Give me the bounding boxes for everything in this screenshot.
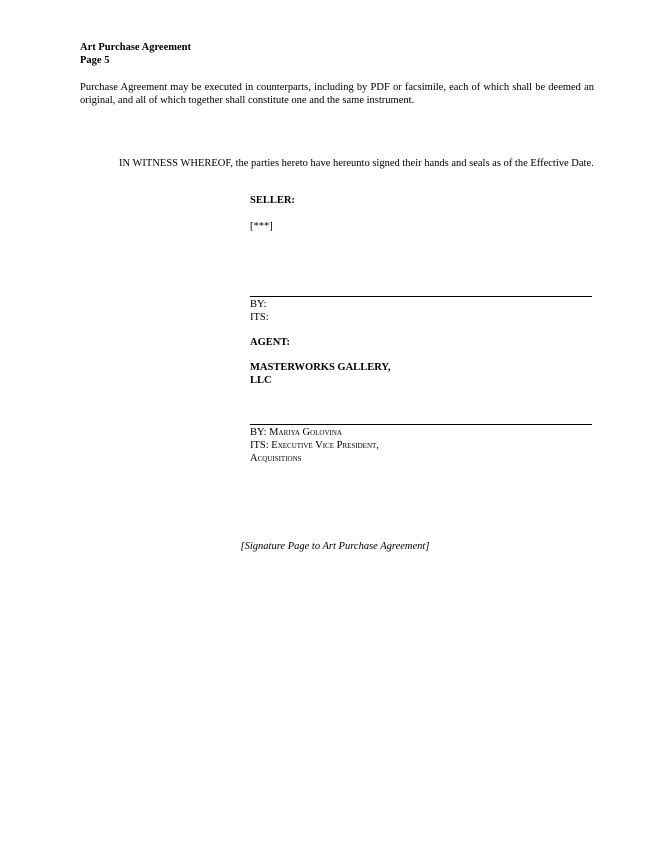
agent-its-value-line2: Acquisitions <box>250 453 302 464</box>
agent-its-value-line1: Executive Vice President, <box>271 440 379 451</box>
seller-name: [***] <box>250 221 273 232</box>
agent-name-line1: MASTERWORKS GALLERY, <box>250 362 391 373</box>
document-header <box>80 41 191 67</box>
seller-heading: SELLER: <box>250 195 295 206</box>
seller-signature-line <box>250 296 592 297</box>
agent-name-line2: LLC <box>250 375 272 386</box>
agent-its-label: ITS: <box>250 440 269 451</box>
seller-by <box>250 298 592 311</box>
agent-signature-line <box>250 424 592 425</box>
seller-signature-area <box>250 296 592 324</box>
agent-heading: AGENT: <box>250 337 291 348</box>
agent-by-label: BY: <box>250 427 267 438</box>
seller-its <box>250 311 592 324</box>
seller-its-label: ITS: <box>250 312 269 323</box>
agent-block <box>250 336 592 387</box>
agent-its <box>250 439 592 452</box>
witness-text: IN WITNESS WHEREOF, the parties hereto have hereunto signed their hands and seals as of the Effective Date. <box>119 158 594 169</box>
agent-by-value: Mariya Golovina <box>269 427 342 438</box>
counterparts-paragraph: Purchase Agreement may be executed in counterparts, including by PDF or facsimile, each of which shall be deemed an original, and all of which together shall constitute one and the same instrument. <box>80 82 594 106</box>
agent-signature-area <box>250 424 592 465</box>
document-title: Art Purchase Agreement <box>80 42 191 53</box>
seller-by-label: BY: <box>250 299 267 310</box>
seller-block <box>250 194 592 233</box>
agent-by <box>250 426 592 439</box>
page-number: Page 5 <box>80 55 110 66</box>
witness-paragraph <box>80 157 594 170</box>
signature-page-caption: [Signature Page to Art Purchase Agreement] <box>240 541 430 552</box>
